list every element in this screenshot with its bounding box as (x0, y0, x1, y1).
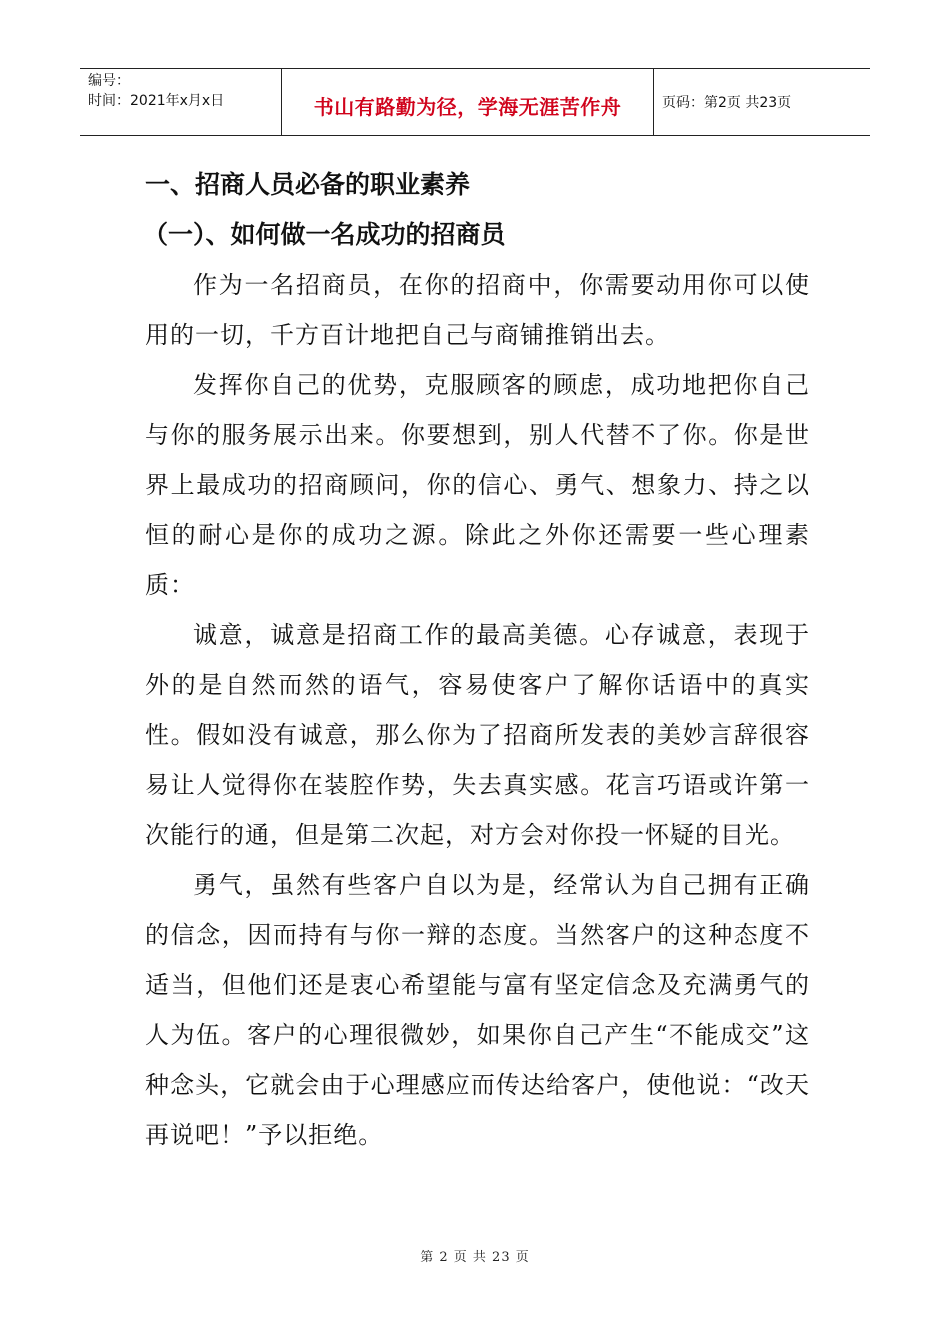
paragraph-courage: 勇气，虽然有些客户自以为是，经常认为自己拥有正确的信念，因而持有与你一辩的态度。当然客户的这种态度不适当，但他们还是衷心希望能与富有坚定信念及充满勇气的人为伍。客户的心理很微妙，如果你自己产生“不能成交”这种念头，它就会由于心理感应而传达给客户，使他说：“改天再说吧！”予以拒绝。 (145, 871, 810, 1149)
document-date-label: 时间：2021年x月x日 (88, 93, 225, 109)
header-page-cell (654, 69, 870, 135)
header-motto: 书山有路勤为径，学海无涯苦作舟 (313, 94, 622, 119)
document-body (145, 160, 810, 1160)
subsection-title: （一）、如何做一名成功的招商员 (143, 220, 506, 249)
page-footer: 第 2 页 共 23 页 (420, 1250, 530, 1265)
document-number-label: 编号： (88, 73, 130, 89)
paragraph-intro: 作为一名招商员，在你的招商中，你需要动用你可以使用的一切，千方百计地把自己与商铺推销出去。 (145, 271, 810, 349)
section-title: 一、招商人员必备的职业素养 (145, 170, 471, 199)
paragraph-strengths: 发挥你自己的优势，克服顾客的顾虑，成功地把你自己与你的服务展示出来。你要想到，别人代替不了你。你是世界上最成功的招商顾问，你的信心、勇气、想象力、持之以恒的耐心是你的成功之源。除此之外你还需要一些心理素质： (145, 371, 810, 599)
header-meta-cell (80, 69, 282, 135)
header-motto-cell (282, 69, 654, 135)
paragraph-sincerity: 诚意，诚意是招商工作的最高美德。心存诚意，表现于外的是自然而然的语气，容易使客户了解你话语中的真实性。假如没有诚意，那么你为了招商所发表的美妙言辞很容易让人觉得你在装腔作势，失去真实感。花言巧语或许第一次能行的通，但是第二次起，对方会对你投一怀疑的目光。 (145, 621, 810, 849)
header-page-info: 页码：第2页 共23页 (662, 95, 792, 111)
document-header (80, 68, 870, 136)
